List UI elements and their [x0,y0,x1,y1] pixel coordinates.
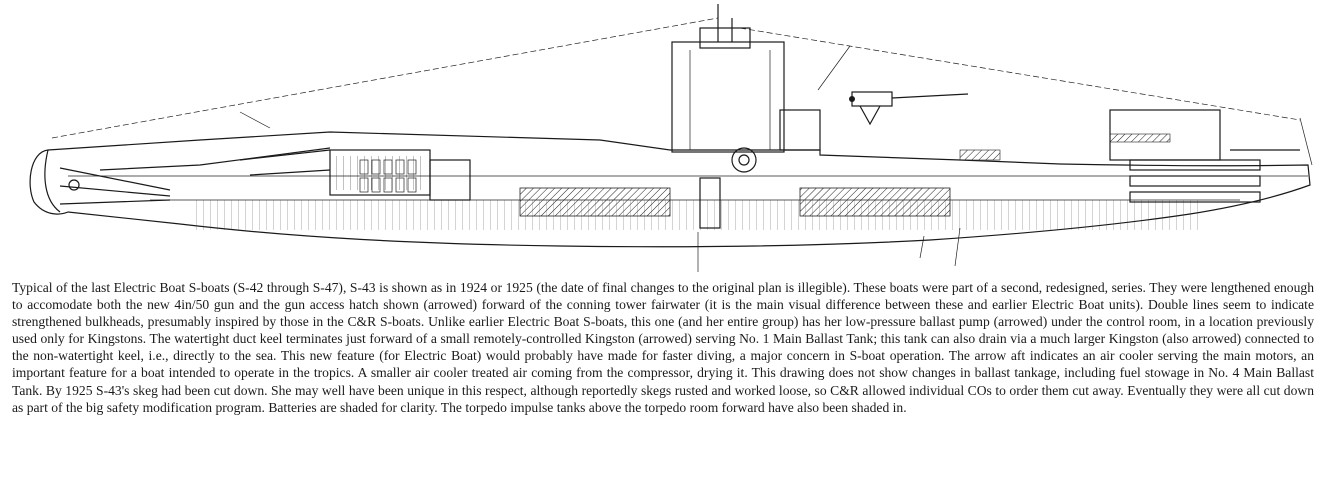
caption-text: Typical of the last Electric Boat S-boats (S-42 through S-47), S-43 is shown as in 1924 or 1925 (the date of final changes to the original plan is illegible). These boats were part of a second, redesigned, series. They were lengthened enough to accomodate both the new 4in/50 gun and the gun access hatch shown (arrowed) forward of the conning tower fairwater (it is the main visual difference between these and earlier Electric Boat units). Double lines seem to indicate strengthened bulkheads, presumably inspired by those in the C&R S-boats. Unlike earlier Electric Boat S-boats, this one (and her entire group) has her low-pressure ballast pump (arrowed) under the control room, in a location previously used only for Kingstons. The watertight duct keel terminates just forward of a small remotely-controlled Kingston (arrowed) serving No. 1 Main Ballast Tank; this tank can also drain via a much larger Kingston (also arrowed) connected to the non-watertight keel, i.e., directly to the sea. This new feature (for Electric Boat) would probably have made for faster diving, a major concern in S-boat operation. The arrow aft indicates an air cooler serving the main motors, an important feature for a boat intended to operate in the tropics. A smaller air cooler treated air coming from the compressor, drying it. This drawing does not show changes in ballast tankage, including fuel stowage in No. 4 Main Ballast Tank. By 1925 S-43's skeg had been cut down. She may well have been unique in this respect, although reportedly skegs rusted and worked loose, so C&R allowed individual COs to order them cut away. Eventually they were all cut down as part of the big safety modification program. Batteries are shaded for clarity. The torpedo impulse tanks above the torpedo room forward have also been shaded in. [12,280,1314,415]
antenna-wires [52,18,1312,165]
engine-room [240,150,470,200]
deck-gun-4in50 [849,92,968,124]
bow-torpedo-room [960,110,1300,202]
